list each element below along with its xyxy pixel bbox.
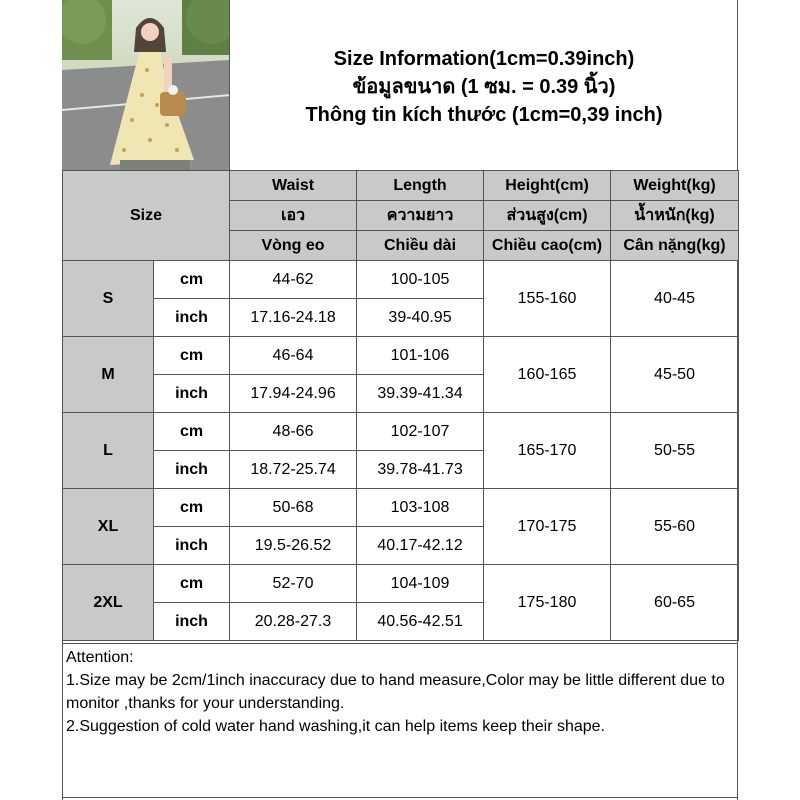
size-label-xl: XL (63, 489, 154, 565)
unit-inch: inch (154, 299, 230, 337)
size-label-m: M (63, 337, 154, 413)
col-length-en: Length (357, 171, 484, 201)
header-title-english: Size Information(1cm=0.39inch) (333, 48, 635, 70)
weight-range: 45-50 (611, 337, 739, 413)
unit-inch: inch (154, 603, 230, 641)
waist-cm: 46-64 (230, 337, 357, 375)
col-waist-en: Waist (230, 171, 357, 201)
size-label-2xl: 2XL (63, 565, 154, 641)
size-table (62, 170, 739, 641)
length-cm: 100-105 (357, 261, 484, 299)
col-height-th: ส่วนสูง(cm) (484, 201, 611, 231)
size-column-header: Size (63, 171, 230, 261)
weight-range: 55-60 (611, 489, 739, 565)
col-weight-en: Weight(kg) (611, 171, 739, 201)
length-inch: 40.56-42.51 (357, 603, 484, 641)
length-cm: 103-108 (357, 489, 484, 527)
col-height-vi: Chiều cao(cm) (484, 231, 611, 261)
unit-inch: inch (154, 375, 230, 413)
unit-cm: cm (154, 261, 230, 299)
length-cm: 101-106 (357, 337, 484, 375)
waist-inch: 17.16-24.18 (230, 299, 357, 337)
sheet-bottom-border (62, 797, 738, 798)
unit-cm: cm (154, 489, 230, 527)
size-label-s: S (63, 261, 154, 337)
notes-title: Attention: (66, 649, 134, 666)
header-title-thai: ข้อมูลขนาด (1 ซม. = 0.39 นิ้ว) (352, 76, 616, 98)
height-range: 155-160 (484, 261, 611, 337)
waist-inch: 18.72-25.74 (230, 451, 357, 489)
waist-inch: 17.94-24.96 (230, 375, 357, 413)
weight-range: 40-45 (611, 261, 739, 337)
col-length-vi: Chiều dài (357, 231, 484, 261)
waist-inch: 19.5-26.52 (230, 527, 357, 565)
height-range: 165-170 (484, 413, 611, 489)
weight-range: 50-55 (611, 413, 739, 489)
length-cm: 102-107 (357, 413, 484, 451)
weight-range: 60-65 (611, 565, 739, 641)
unit-cm: cm (154, 337, 230, 375)
col-height-en: Height(cm) (484, 171, 611, 201)
product-photo (62, 0, 230, 170)
waist-cm: 48-66 (230, 413, 357, 451)
length-inch: 39.78-41.73 (357, 451, 484, 489)
size-info-header (230, 0, 738, 170)
waist-cm: 52-70 (230, 565, 357, 603)
height-range: 175-180 (484, 565, 611, 641)
unit-cm: cm (154, 565, 230, 603)
height-range: 160-165 (484, 337, 611, 413)
unit-cm: cm (154, 413, 230, 451)
height-range: 170-175 (484, 489, 611, 565)
header-title-vietnamese: Thông tin kích thước (1cm=0,39 inch) (305, 104, 663, 126)
notes-line-1: 1.Size may be 2cm/1inch inaccuracy due to hand measure,Color may be little different due to monitor ,thanks for your understanding. (66, 672, 725, 712)
length-inch: 40.17-42.12 (357, 527, 484, 565)
notes-line-2: 2.Suggestion of cold water hand washing,it can help items keep their shape. (66, 718, 605, 735)
waist-cm: 44-62 (230, 261, 357, 299)
unit-inch: inch (154, 451, 230, 489)
length-inch: 39.39-41.34 (357, 375, 484, 413)
size-label-l: L (63, 413, 154, 489)
attention-notes (62, 643, 738, 800)
col-waist-th: เอว (230, 201, 357, 231)
unit-inch: inch (154, 527, 230, 565)
col-weight-vi: Cân nặng(kg) (611, 231, 739, 261)
waist-cm: 50-68 (230, 489, 357, 527)
col-length-th: ความยาว (357, 201, 484, 231)
col-weight-th: น้ำหนัก(kg) (611, 201, 739, 231)
col-waist-vi: Vòng eo (230, 231, 357, 261)
waist-inch: 20.28-27.3 (230, 603, 357, 641)
length-inch: 39-40.95 (357, 299, 484, 337)
length-cm: 104-109 (357, 565, 484, 603)
dress-photo-image (62, 0, 230, 170)
